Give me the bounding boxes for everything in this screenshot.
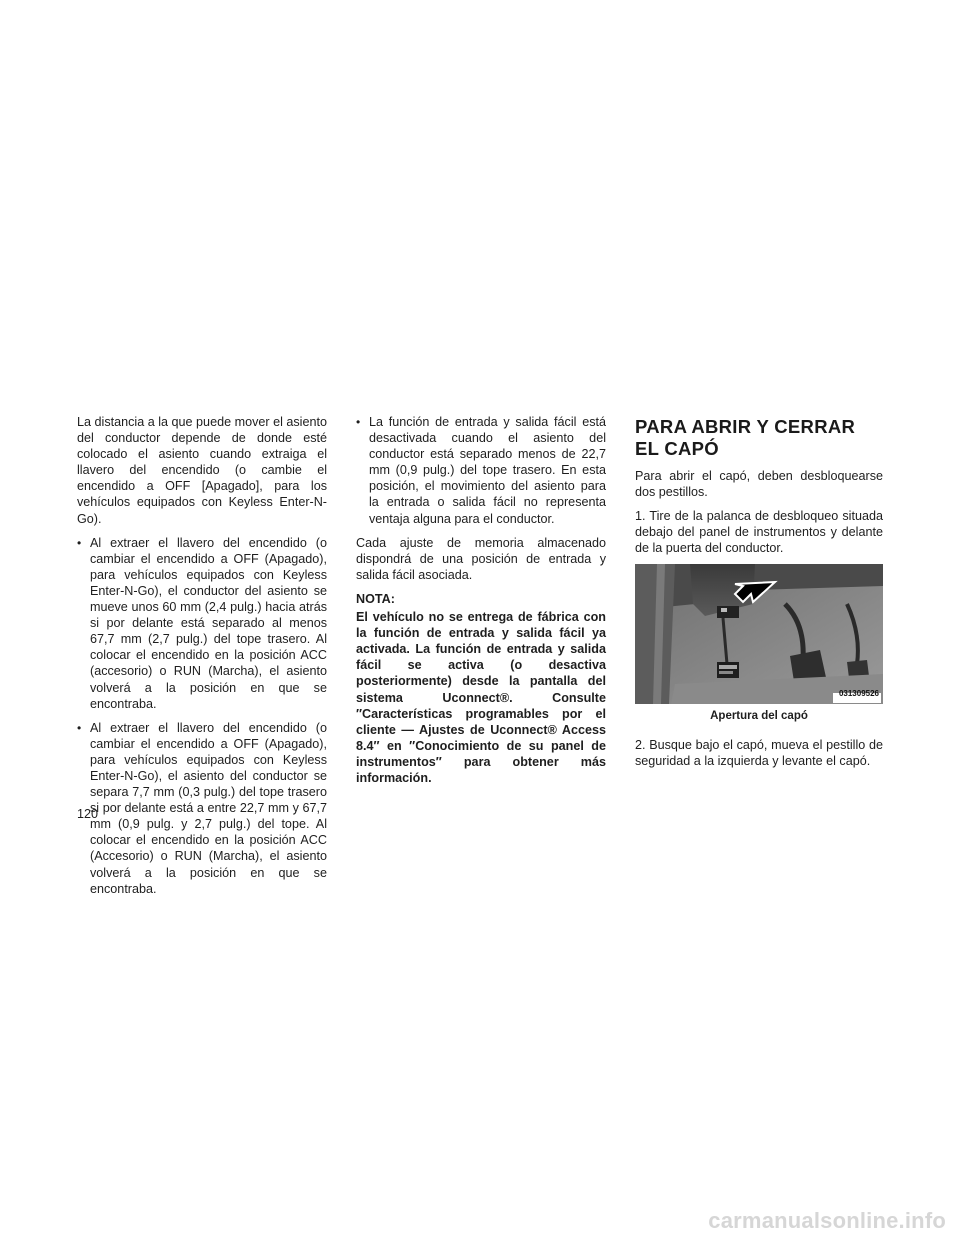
bullet-text: Al extraer el llavero del encendido (o cambiar el encendido a OFF (Apagado), para vehículos equipados con Keyless Enter-N-Go), el conductor del asiento se mueve unos 60 mm (2,4 pulg.) hacia atrás si por delante está separado al menos 67,7 mm (2,7 pulg.) del tope trasero. Al colocar el encendido en la posición ACC (accesorio) o RUN (Marcha), el asiento volverá a la posición en que se encontraba. (90, 535, 327, 711)
note-title: NOTA: (356, 591, 395, 606)
bullet-text: Al extraer el llavero del encendido (o cambiar el encendido a OFF (Apagado), para vehículos equipados con Keyless Enter-N-Go), el asiento del conductor se separa 7,7 mm (0,3 pulg.) del tope trasero si por delante está a entre 22,7 mm y 67,7 mm (0,9 pulg. y 2,7 pulg.) del tope. Al colocar el encendido en la posición ACC (Accesorio) o RUN (Marcha), el asiento volverá a la posición en que se encontraba. (90, 720, 327, 896)
bullet-text: La función de entrada y salida fácil está desactivada cuando el asiento del conductor está separado menos de 22,7 mm (0,9 pulg.) del tope trasero. En esta posición, el movimiento del asiento para la entrada o salida fácil no representa ventaja alguna para el conductor. (369, 415, 606, 526)
text-column-right (635, 414, 883, 777)
release-lever-shape (717, 606, 739, 618)
bullet-item (77, 535, 327, 712)
text-column-left (77, 414, 327, 905)
section-heading: PARA ABRIR Y CERRAR EL CAPÓ (635, 416, 856, 459)
bullet-item (356, 414, 606, 527)
memory-paragraph: Cada ajuste de memoria almacenado dispondrá de una posición de entrada y salida fácil asociada. (356, 535, 606, 582)
text-column-middle (356, 414, 606, 786)
intro-paragraph: La distancia a la que puede mover el asiento del conductor depende de donde esté colocado el asiento cuando extraiga el llavero del encendido (o cambie el encendido a OFF [Apagado], para los vehículos equipados con Keyless Enter-N-Go). (77, 415, 327, 526)
hood-intro-paragraph: Para abrir el capó, deben desbloquearse dos pestillos. (635, 469, 883, 500)
watermark: carmanualsonline.info (708, 1208, 946, 1233)
bullet-dot: • (77, 720, 82, 735)
bullet-dot: • (77, 535, 82, 550)
hood-release-illustration (635, 564, 883, 704)
bullet-item (77, 720, 327, 897)
bullet-dot: • (356, 415, 361, 429)
page-number: 120 (77, 807, 99, 821)
figure-code: 031309526 (838, 689, 879, 699)
figure-caption: Apertura del capó (710, 710, 808, 723)
note-body: El vehículo no se entrega de fábrica con la función de entrada y salida fácil ya activada. La función de entrada y salida fácil se activa (o desactiva posteriormente) desde la pantalla del sistema Uconnect®. Consulte ″Características programables por el cliente — Ajustes de Uconnect® Access 8.4″ en ″Conocimiento de su panel de instrumentos″ para obtener más información. (356, 610, 606, 785)
step-2-paragraph: 2. Busque bajo el capó, mueva el pestillo de seguridad a la izquierda y levante el capó. (635, 737, 883, 768)
hood-release-figure (635, 564, 883, 704)
step-1-paragraph: 1. Tire de la palanca de desbloqueo situada debajo del panel de instrumentos y delante de la puerta del conductor. (635, 509, 883, 556)
